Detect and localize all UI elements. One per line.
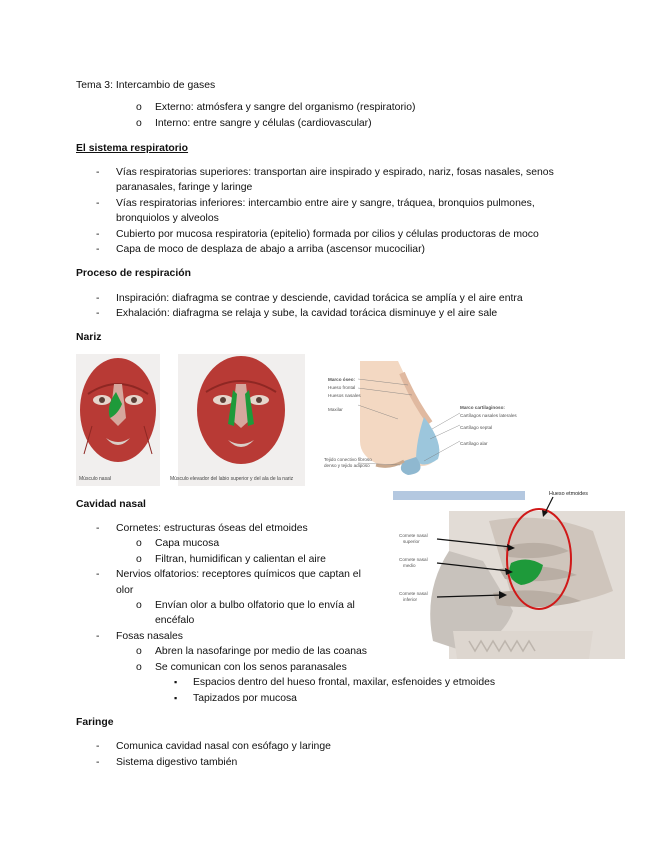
circle-bullet: o [136, 662, 142, 673]
image-label: Hueso etmoides [549, 491, 588, 497]
image-label: Cornete nasal [399, 557, 428, 562]
list-item: Capa mucosa [155, 538, 220, 549]
list-item: Tapizados por mucosa [193, 693, 297, 704]
image-label: Cornete nasal [399, 591, 428, 596]
list-item: Externo: atmósfera y sangre del organismo (respiratorio) [155, 102, 416, 113]
list-item: Capa de moco de desplaza de abajo a arriba (ascensor mucociliar) [116, 244, 425, 255]
diagram-label: denso y tejido adiposo [324, 463, 370, 468]
circle-bullet: o [136, 646, 142, 657]
dash-bullet: - [96, 244, 100, 255]
list-item: Vías respiratorias superiores: transportan aire inspirado y espirado, nariz, fosas nasales, senos [116, 167, 554, 178]
image-label: medio [403, 563, 416, 568]
image-label: Cornete nasal [399, 533, 428, 538]
image-caption: Músculo nasal [79, 476, 111, 482]
list-item: Abren la nasofaringe por medio de las coanas [155, 646, 367, 657]
circle-bullet: o [136, 600, 142, 611]
diagram-label: Tejido conectivo fibroso [324, 457, 372, 462]
diagram-label: Cartílago alar [460, 441, 488, 446]
dash-bullet: - [96, 308, 100, 319]
list-item: Espacios dentro del hueso frontal, maxilar, esfenoides y etmoides [193, 677, 496, 688]
diagram-label: Cartílagos nasales laterales [460, 413, 517, 418]
nose-framework-diagram [320, 361, 517, 487]
square-bullet: ▪ [174, 693, 178, 703]
dash-bullet: - [96, 631, 100, 642]
diagram-label: Marco cartilaginoso: [460, 405, 505, 410]
diagram-label: Huesos nasales [328, 393, 361, 398]
diagram-label: Marco óseo: [328, 377, 356, 382]
list-item-continuation: paranasales, faringe y laringe [116, 182, 253, 193]
dash-bullet: - [96, 741, 100, 752]
circle-bullet: o [136, 118, 142, 129]
list-item: Interno: entre sangre y células (cardiovascular) [155, 118, 372, 129]
dash-bullet: - [96, 229, 100, 240]
levator-muscle-image [170, 354, 305, 486]
nasal-cavity-image [393, 491, 625, 671]
list-item: Cornetes: estructuras óseas del etmoides [116, 523, 308, 534]
section-heading-faringe: Faringe [76, 717, 114, 728]
list-item-continuation: encéfalo [155, 615, 195, 626]
image-label: superior [403, 539, 420, 544]
circle-bullet: o [136, 554, 142, 565]
dash-bullet: - [96, 569, 100, 580]
nasal-muscle-image [76, 354, 160, 486]
list-item: Inspiración: diafragma se contrae y desciende, cavidad torácica se amplía y el aire entra [116, 293, 523, 304]
list-item: Se comunican con los senos paranasales [155, 662, 347, 673]
list-item: Comunica cavidad nasal con esófago y laringe [116, 741, 331, 752]
list-item: Sistema digestivo también [116, 757, 238, 768]
diagram-label: Maxilar [328, 407, 343, 412]
dash-bullet: - [96, 198, 100, 209]
list-item: Cubierto por mucosa respiratoria (epitelio) formada por cilios y células productoras de moco [116, 229, 539, 240]
list-item: Vías respiratorias inferiores: intercambio entre aire y sangre, tráquea, bronquios pulmones, [116, 198, 535, 209]
square-bullet: ▪ [174, 677, 178, 687]
circle-bullet: o [136, 538, 142, 549]
image-label: inferior [403, 597, 418, 602]
diagram-label: Hueso frontal [328, 385, 356, 390]
list-item: Exhalación: diafragma se relaja y sube, la cavidad torácica disminuye y el aire sale [116, 308, 498, 319]
section-heading-proceso: Proceso de respiración [76, 268, 191, 279]
section-heading-nariz: Nariz [76, 332, 102, 343]
diagram-label: Cartílago septal [460, 425, 493, 430]
list-item-continuation: bronquiolos y alveolos [116, 213, 219, 224]
dash-bullet: - [96, 523, 100, 534]
image-caption: Músculo elevador del labio superior y del ala de la nariz [170, 476, 294, 482]
dash-bullet: - [96, 757, 100, 768]
list-item: Nervios olfatorios: receptores químicos que captan el [116, 569, 361, 580]
list-item: Filtran, humidifican y calientan el aire [155, 554, 326, 565]
list-item: Envían olor a bulbo olfatorio que lo envía al [155, 600, 355, 611]
dash-bullet: - [96, 167, 100, 178]
list-item-continuation: olor [116, 585, 134, 596]
section-heading-sistema: El sistema respiratorio [76, 143, 189, 154]
section-heading-cavidad: Cavidad nasal [76, 499, 146, 510]
circle-bullet: o [136, 102, 142, 113]
list-item: Fosas nasales [116, 631, 183, 642]
dash-bullet: - [96, 293, 100, 304]
doc-title: Tema 3: Intercambio de gases [76, 80, 216, 91]
